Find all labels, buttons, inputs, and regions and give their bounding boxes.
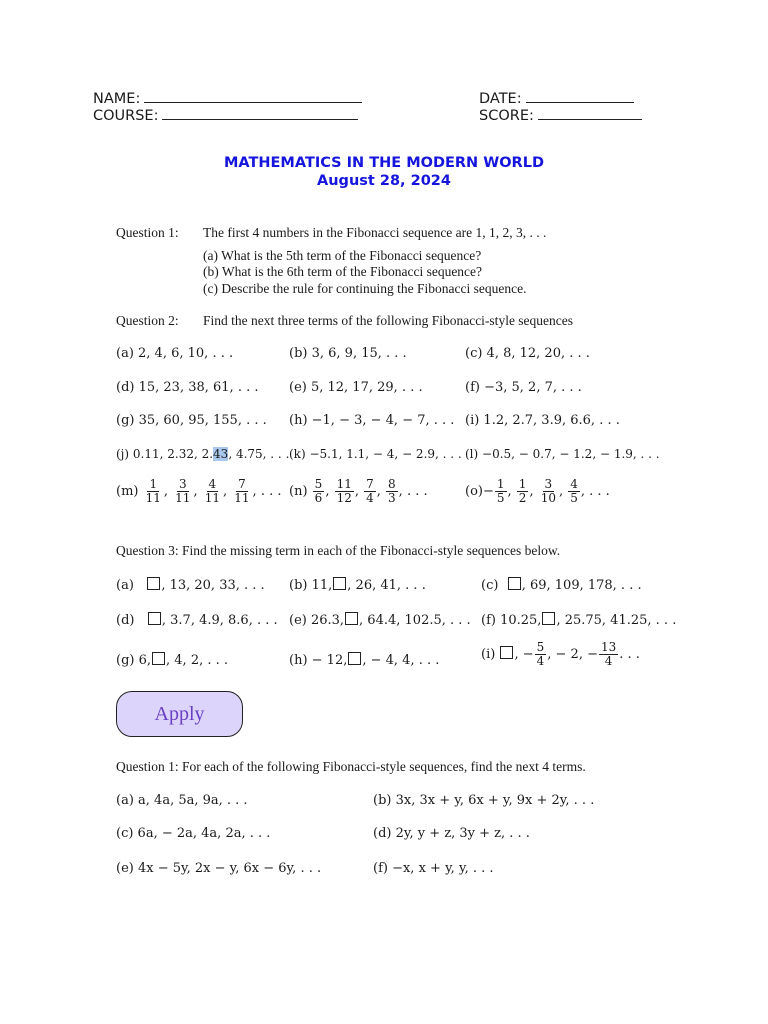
q4-item-c: (c) 6a, − 2a, 4a, 2a, . . . xyxy=(116,826,271,841)
q2-item-m: (m) $\frac{1}{11}$ , $\frac{3}{11}$ , $\frac{4}{11}$ , $\frac{7}{11}$ , . . . xyxy=(116,477,282,505)
ellipsis: . . . xyxy=(589,484,610,499)
blank-box-icon xyxy=(508,577,521,590)
q4-item-b: (b) 3x, 3x + y, 6x + y, 9x + 2y, . . . xyxy=(373,793,595,808)
q4-item-e: (e) 4x − 5y, 2x − y, 6x − 6y, . . . xyxy=(116,861,322,876)
name-blank xyxy=(144,88,362,103)
blank-box-icon xyxy=(147,577,160,590)
sequence-rest: , 25.75, 41.25, . . . xyxy=(556,613,677,628)
question-1-text: The first 4 numbers in the Fibonacci sequence are 1, 1, 2, 3, . . . xyxy=(203,225,547,240)
sequence-rest: , − 4, 4, . . . xyxy=(362,653,440,668)
course-field xyxy=(93,105,358,125)
denominator: 11 xyxy=(204,491,220,505)
denominator: 5 xyxy=(570,491,578,505)
sequence-mid: , − xyxy=(514,647,534,662)
blank-box-icon xyxy=(333,577,346,590)
q2-item-n-label: (n) xyxy=(289,484,308,499)
fraction xyxy=(203,478,222,505)
fraction xyxy=(599,641,618,668)
question-4-text: Question 1: For each of the following Fibonacci-style sequences, find the next 4 terms. xyxy=(116,759,586,774)
fraction xyxy=(517,478,529,505)
fraction xyxy=(364,478,376,505)
numerator: 7 xyxy=(366,477,374,491)
question-1c: (c) Describe the rule for continuing the Fibonacci sequence. xyxy=(203,281,527,296)
denominator: 5 xyxy=(496,491,505,505)
numerator: 4 xyxy=(208,477,217,491)
numerator: 1 xyxy=(149,477,158,491)
denominator: 11 xyxy=(175,491,191,505)
sequence-pre: (b) 11, xyxy=(289,578,333,593)
q2-item-o: (o)− $\frac{1}{5}$ , $\frac{1}{2}$ , $\frac{3}{10}$ , $\frac{4}{5}$ , . . . xyxy=(465,477,610,505)
fraction xyxy=(173,478,192,505)
q3-item-c xyxy=(481,577,642,593)
sequence-rest: , 64.4, 102.5, . . . xyxy=(359,613,471,628)
q2-item-c: (c) 4, 8, 12, 20, . . . xyxy=(465,346,590,361)
ellipsis: . . . xyxy=(260,484,282,499)
item-label: (c) xyxy=(481,578,499,593)
sequence-rest: , 69, 109, 178, . . . xyxy=(521,578,642,593)
ellipsis: . . . xyxy=(406,484,428,499)
document-date: August 28, 2024 xyxy=(317,173,451,189)
question-1b: (b) What is the 6th term of the Fibonacci sequence? xyxy=(203,264,483,279)
numerator: 5 xyxy=(536,640,545,654)
fraction xyxy=(313,478,325,505)
numerator: 1 xyxy=(496,477,505,491)
apply-button[interactable]: Apply xyxy=(116,691,243,737)
fraction xyxy=(232,478,251,505)
numerator: 5 xyxy=(314,477,323,491)
denominator: 10 xyxy=(540,491,556,505)
q2-item-f: (f) −3, 5, 2, 7, . . . xyxy=(465,380,582,395)
sequence-rest: , 26, 41, . . . xyxy=(347,578,426,593)
fraction xyxy=(144,478,163,505)
date-label: DATE: xyxy=(479,91,522,107)
date-blank xyxy=(526,88,634,103)
name-label: NAME: xyxy=(93,91,141,107)
numerator: 1 xyxy=(518,477,527,491)
q3-item-f xyxy=(481,612,676,628)
blank-box-icon xyxy=(542,612,555,625)
q2-item-h: (h) −1, − 3, − 4, − 7, . . . xyxy=(289,413,455,428)
q2-item-j xyxy=(116,447,289,461)
q4-item-d: (d) 2y, y + z, 3y + z, . . . xyxy=(373,826,530,841)
q2-item-k: (k) −5.1, 1.1, − 4, − 2.9, . . . xyxy=(289,447,462,461)
minus-sign: − xyxy=(482,484,494,499)
q3-item-b xyxy=(289,577,426,593)
numerator: 11 xyxy=(336,477,352,491)
q2-item-i: (i) 1.2, 2.7, 3.9, 6.6, . . . xyxy=(465,413,620,428)
sequence-pre: (g) 6, xyxy=(116,653,152,668)
sequence-rest: , 13, 20, 33, . . . xyxy=(161,578,265,593)
sequence-pre: (e) 26.3, xyxy=(289,613,345,628)
blank-box-icon xyxy=(152,652,165,665)
blank-box-icon xyxy=(345,612,358,625)
q2-item-d: (d) 15, 23, 38, 61, . . . xyxy=(116,380,259,395)
denominator: 6 xyxy=(314,491,323,505)
text-selection-highlight: 43 xyxy=(213,447,229,461)
course-blank xyxy=(162,105,358,120)
item-label: (a) xyxy=(116,578,134,593)
q2-item-l: (l) −0.5, − 0.7, − 1.2, − 1.9, . . . xyxy=(465,447,660,461)
sequence-pre: (f) 10.25, xyxy=(481,613,542,628)
q3-item-e xyxy=(289,612,471,628)
score-blank xyxy=(538,105,642,120)
denominator: 12 xyxy=(336,491,352,505)
denominator: 2 xyxy=(518,491,527,505)
denominator: 4 xyxy=(366,491,374,505)
numerator: 13 xyxy=(600,640,617,654)
fraction xyxy=(535,641,547,668)
fraction xyxy=(495,478,507,505)
q4-item-a: (a) a, 4a, 5a, 9a, . . . xyxy=(116,793,248,808)
course-label: COURSE: xyxy=(93,108,159,124)
question-1a: (a) What is the 5th term of the Fibonacci sequence? xyxy=(203,248,482,263)
score-field xyxy=(479,105,642,125)
question-2-label: Question 2: xyxy=(116,313,179,328)
q3-item-h xyxy=(289,652,439,668)
blank-box-icon xyxy=(348,652,361,665)
document-title: MATHEMATICS IN THE MODERN WORLD xyxy=(223,155,545,171)
item-label: (d) xyxy=(116,613,135,628)
sequence-rest: , 4, 2, . . . xyxy=(166,653,229,668)
question-1-label: Question 1: xyxy=(116,225,179,240)
q2-item-o-label: (o) xyxy=(465,484,483,499)
sequence-rest: , 3.7, 4.9, 8.6, . . . xyxy=(161,613,278,628)
denominator: 4 xyxy=(536,654,545,668)
numerator: 3 xyxy=(178,477,187,491)
blank-box-icon xyxy=(500,646,513,659)
denominator: 3 xyxy=(388,491,396,505)
numerator: 8 xyxy=(388,477,396,491)
q2-item-j-pre: (j) 0.11, 2.32, 2. xyxy=(116,447,214,461)
denominator: 4 xyxy=(604,654,613,668)
item-label: (i) xyxy=(481,647,496,662)
fraction xyxy=(539,478,558,505)
sequence-mid2: , − 2, − xyxy=(547,647,598,662)
q2-item-b: (b) 3, 6, 9, 15, . . . xyxy=(289,346,407,361)
q2-item-n: (n) $\frac{5}{6}$ , $\frac{11}{12}$ , $\frac{7}{4}$ , $\frac{8}{3}$ , . . . xyxy=(289,477,428,505)
blank-box-icon xyxy=(148,612,161,625)
fraction xyxy=(386,478,398,505)
denominator: 11 xyxy=(145,491,161,505)
q2-item-g: (g) 35, 60, 95, 155, . . . xyxy=(116,413,267,428)
numerator: 4 xyxy=(570,477,578,491)
question-3-text: Question 3: Find the missing term in each of the Fibonacci-style sequences below. xyxy=(116,543,561,558)
q3-item-d xyxy=(116,612,278,628)
q2-item-j-post: , 4.75, . . . xyxy=(228,447,290,461)
ellipsis: . . . xyxy=(619,647,640,662)
denominator: 11 xyxy=(234,491,250,505)
question-2-text: Find the next three terms of the following Fibonacci-style sequences xyxy=(203,313,574,328)
q3-item-a xyxy=(116,577,265,593)
q3-item-i xyxy=(481,641,640,668)
score-label: SCORE: xyxy=(479,108,534,124)
numerator: 3 xyxy=(544,477,553,491)
q4-item-f: (f) −x, x + y, y, . . . xyxy=(373,861,494,876)
numerator: 7 xyxy=(238,477,246,491)
fraction xyxy=(335,478,354,505)
fraction xyxy=(568,478,580,505)
q2-item-m-label: (m) xyxy=(116,484,139,499)
sequence-pre: (h) − 12, xyxy=(289,653,348,668)
q2-item-e: (e) 5, 12, 17, 29, . . . xyxy=(289,380,423,395)
q2-item-a: (a) 2, 4, 6, 10, . . . xyxy=(116,346,234,361)
q3-item-g xyxy=(116,652,228,668)
